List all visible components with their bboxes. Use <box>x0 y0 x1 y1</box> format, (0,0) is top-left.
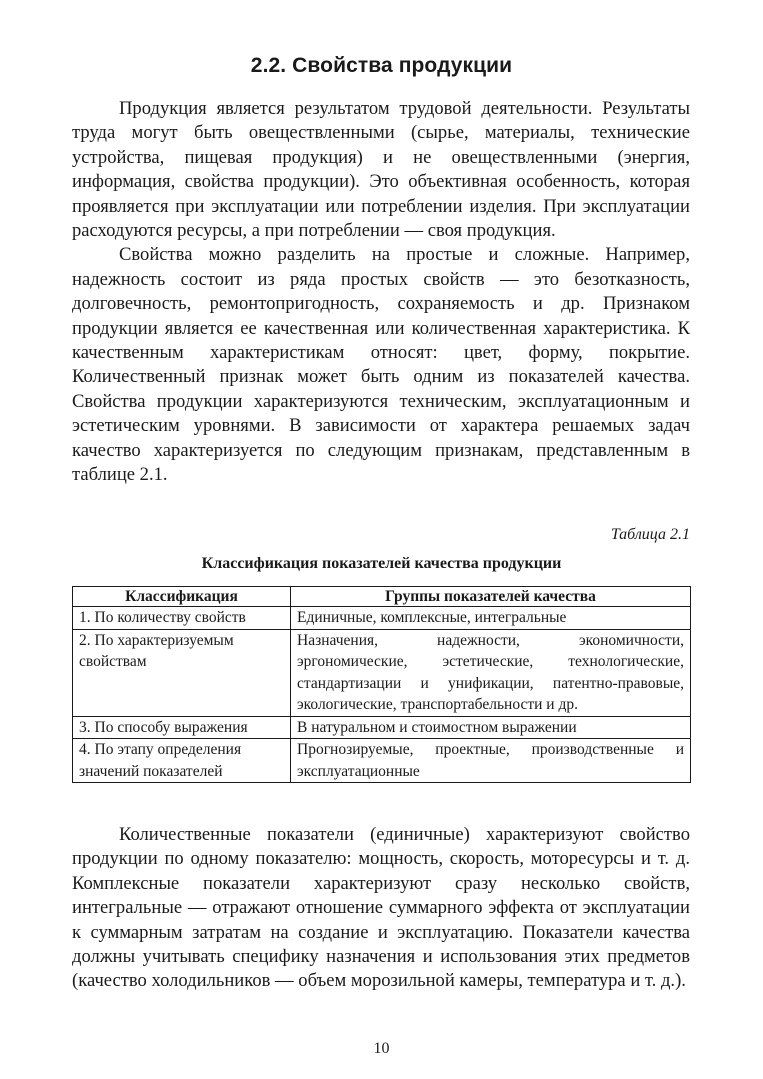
table-number-label: Таблица 2.1 <box>610 526 690 543</box>
table-row <box>73 629 691 716</box>
table-cell-classification: 3. По способу выражения <box>73 716 291 739</box>
section-heading <box>0 54 763 78</box>
quality-indicators-table <box>72 586 691 783</box>
paragraph: Свойства можно разделить на простые и сложные. Например, надежность состоит из ряда простых свойств — это безотказность, долговечность, ремонтопригодность, сохраняемость и др. Признаком продукции является ее качественная или количественная характеристика. К качественным характеристикам относят: цвет, форму, покрытие. Количественный признак может быть одним из показателей качества. Свойства продукции характеризуются техническим, эксплуатационным и эстетическим уровнями. В зависимости от характера решаемых задач качество характеризуется по следующим признакам, представленным в таблице 2.1. <box>72 244 690 486</box>
table-header-cell: Группы показателей качества <box>291 587 691 607</box>
paragraph: Продукция является результатом трудовой деятельности. Результаты труда могут быть овеществленными (сырье, материалы, технические устройства, пищевая продукция) и не овеществленными (энергия, информация, свойства продукции). Это объективная особенность, которая проявляется при эксплуатации или потреблении изделия. При эксплуатации расходуются ресурсы, а при потреблении — своя продукция. <box>72 98 690 242</box>
section-number: 2.2. <box>250 54 287 77</box>
page-number: 10 <box>373 1040 390 1057</box>
table-header-cell: Классификация <box>73 587 291 607</box>
table-cell-groups: Прогнозируемые, проектные, производственные и эксплуатационные <box>291 739 691 783</box>
table-title: Классификация показателей качества продукции <box>201 555 562 572</box>
table-cell-groups: Назначения, надежности, экономичности, эргономические, эстетические, технологические, стандартизации и унификации, патентно-правовые, экологические, транспортабельности и др. <box>291 629 691 716</box>
paragraphs-before-table <box>72 97 690 488</box>
section-title: Свойства продукции <box>292 54 513 77</box>
table-row <box>73 607 691 630</box>
table-cell-classification: 4. По этапу определения значений показателей <box>73 739 291 783</box>
table-cell-classification: 1. По количеству свойств <box>73 607 291 630</box>
table-cell-groups: Единичные, комплексные, интегральные <box>291 607 691 630</box>
table-cell-classification: 2. По характеризуемым свойствам <box>73 629 291 716</box>
table-header-row <box>73 587 691 607</box>
paragraph: Количественные показатели (единичные) характеризуют свойство продукции по одному показателю: мощность, скорость, моторесурсы и т. д. Комплексные показатели характеризуют сразу несколько свойств, интегральные — отражают отношение суммарного эффекта от эксплуатации к суммарным затратам на создание и эксплуатацию. Показатели качества должны учитывать специфику назначения и использования этих предметов (качество холодильников — объем морозильной камеры, температура и т. д.). <box>72 824 690 992</box>
table-cell-groups: В натуральном и стоимостном выражении <box>291 716 691 739</box>
table-row <box>73 716 691 739</box>
paragraphs-after-table <box>72 823 690 994</box>
table-row <box>73 739 691 783</box>
